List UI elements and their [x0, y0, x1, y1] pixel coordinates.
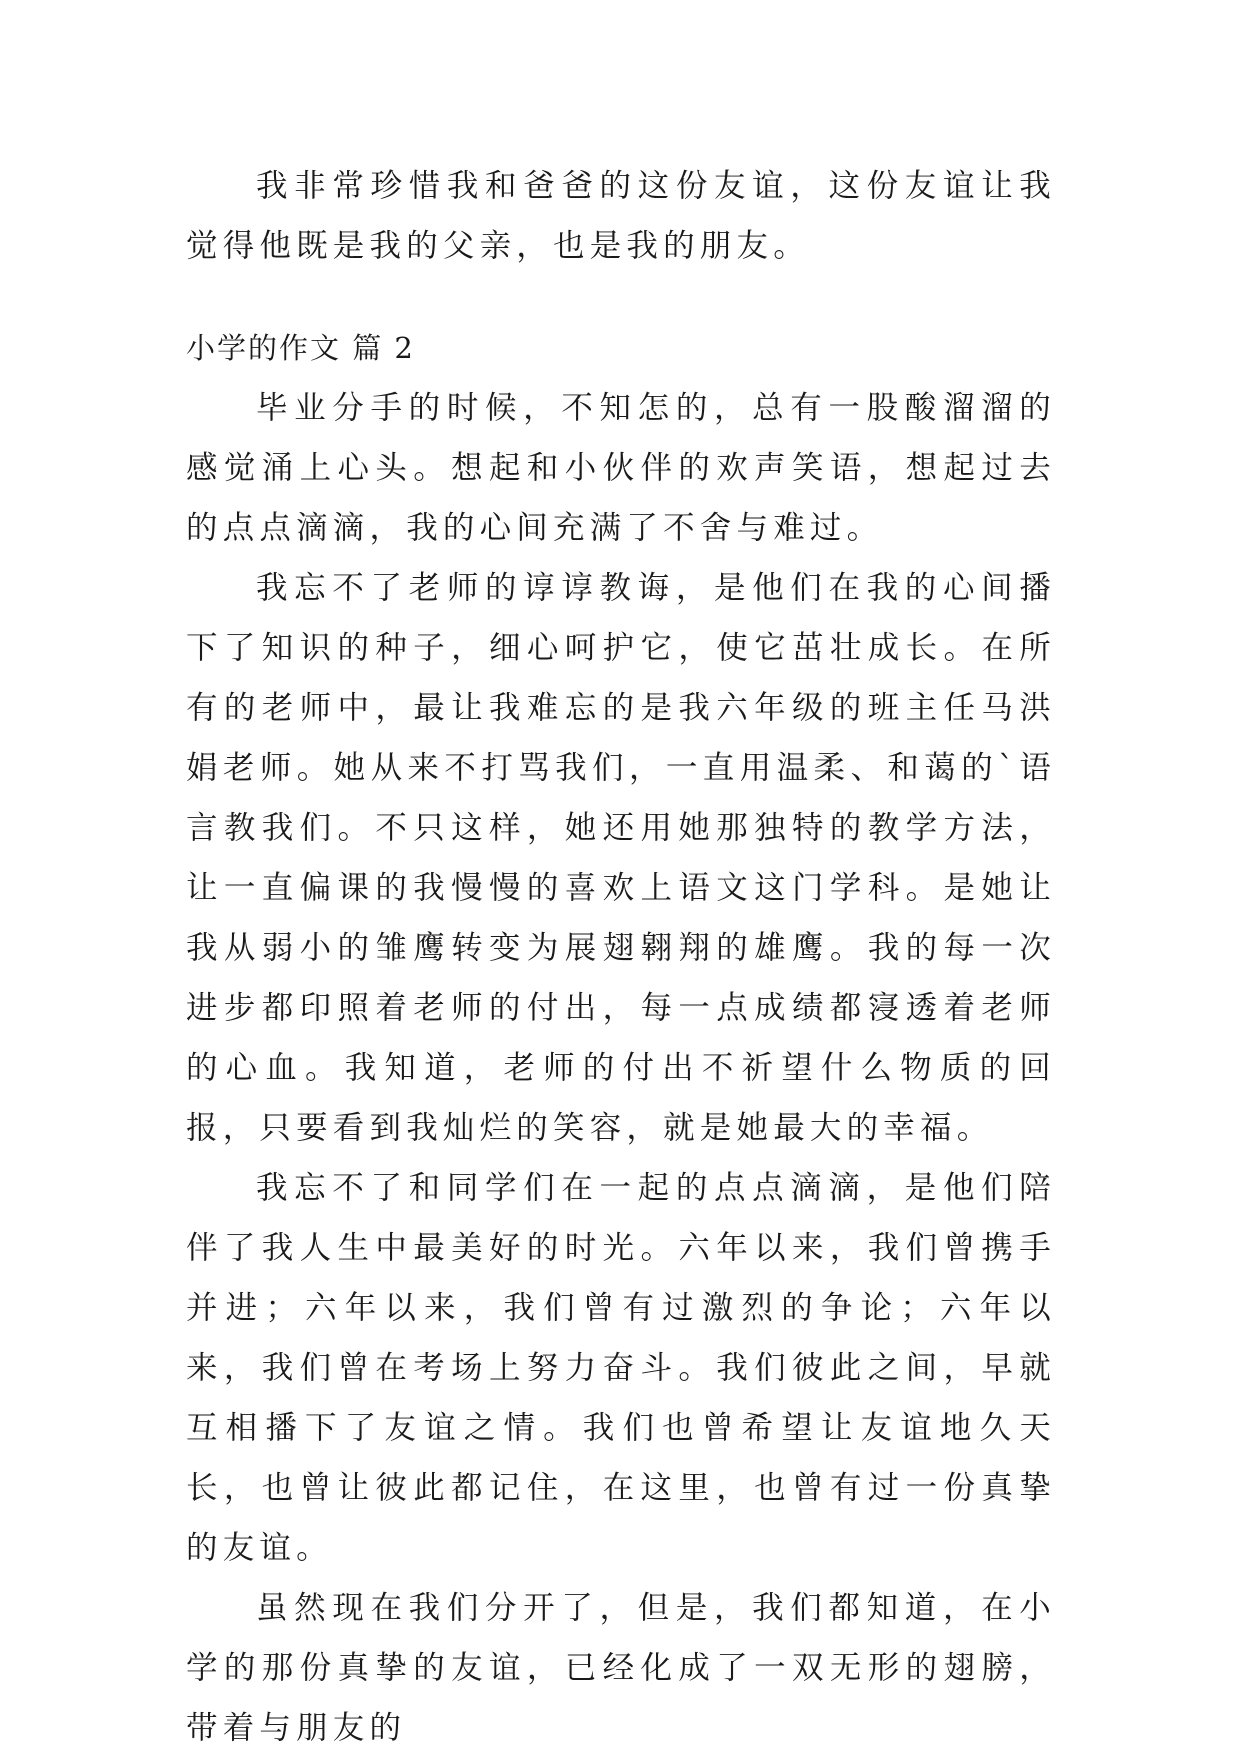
paragraph-teachers: 我忘不了老师的谆谆教诲，是他们在我的心间播下了知识的种子，细心呵护它，使它茁壮成长。在所有的老师中，最让我难忘的是我六年级的班主任马洪娟老师。她从来不打骂我们，一直用温柔、和蔼的`语言教我们。不只这样，她还用她那独特的教学方法，让一直偏课的我慢慢的喜欢上语文这门学科。是她让我从弱小的雏鹰转变为展翅翱翔的雄鹰。我的每一次进步都印照着老师的付出，每一点成绩都寖透着老师的心血。我知道，老师的付出不祈望什么物质的回报，只要看到我灿烂的笑容，就是她最大的幸福。	[186, 570, 1056, 1146]
intro-paragraph: 我非常珍惜我和爸爸的这份友谊，这份友谊让我觉得他既是我的父亲，也是我的朋友。	[186, 168, 1056, 264]
paragraph-friendship: 虽然现在我们分开了，但是，我们都知道，在小学的那份真挚的友谊，已经化成了一双无形的翅膀，带着与朋友的	[186, 1590, 1056, 1746]
paragraph-classmates: 我忘不了和同学们在一起的点点滴滴，是他们陪伴了我人生中最美好的时光。六年以来，我们曾携手并进；六年以来，我们曾有过激烈的争论；六年以来，我们曾在考场上努力奋斗。我们彼此之间，早就互相播下了友谊之情。我们也曾希望让友谊地久天长，也曾让彼此都记住，在这里，也曾有过一份真挚的友谊。	[186, 1170, 1056, 1566]
paragraph-farewell: 毕业分手的时候，不知怎的，总有一股酸溜溜的感觉涌上心头。想起和小伙伴的欢声笑语，想起过去的点点滴滴，我的心间充满了不舍与难过。	[186, 390, 1056, 546]
section-heading: 小学的作文 篇 2	[186, 331, 415, 365]
section-spacer	[186, 276, 1056, 318]
document-body	[186, 156, 1056, 1758]
